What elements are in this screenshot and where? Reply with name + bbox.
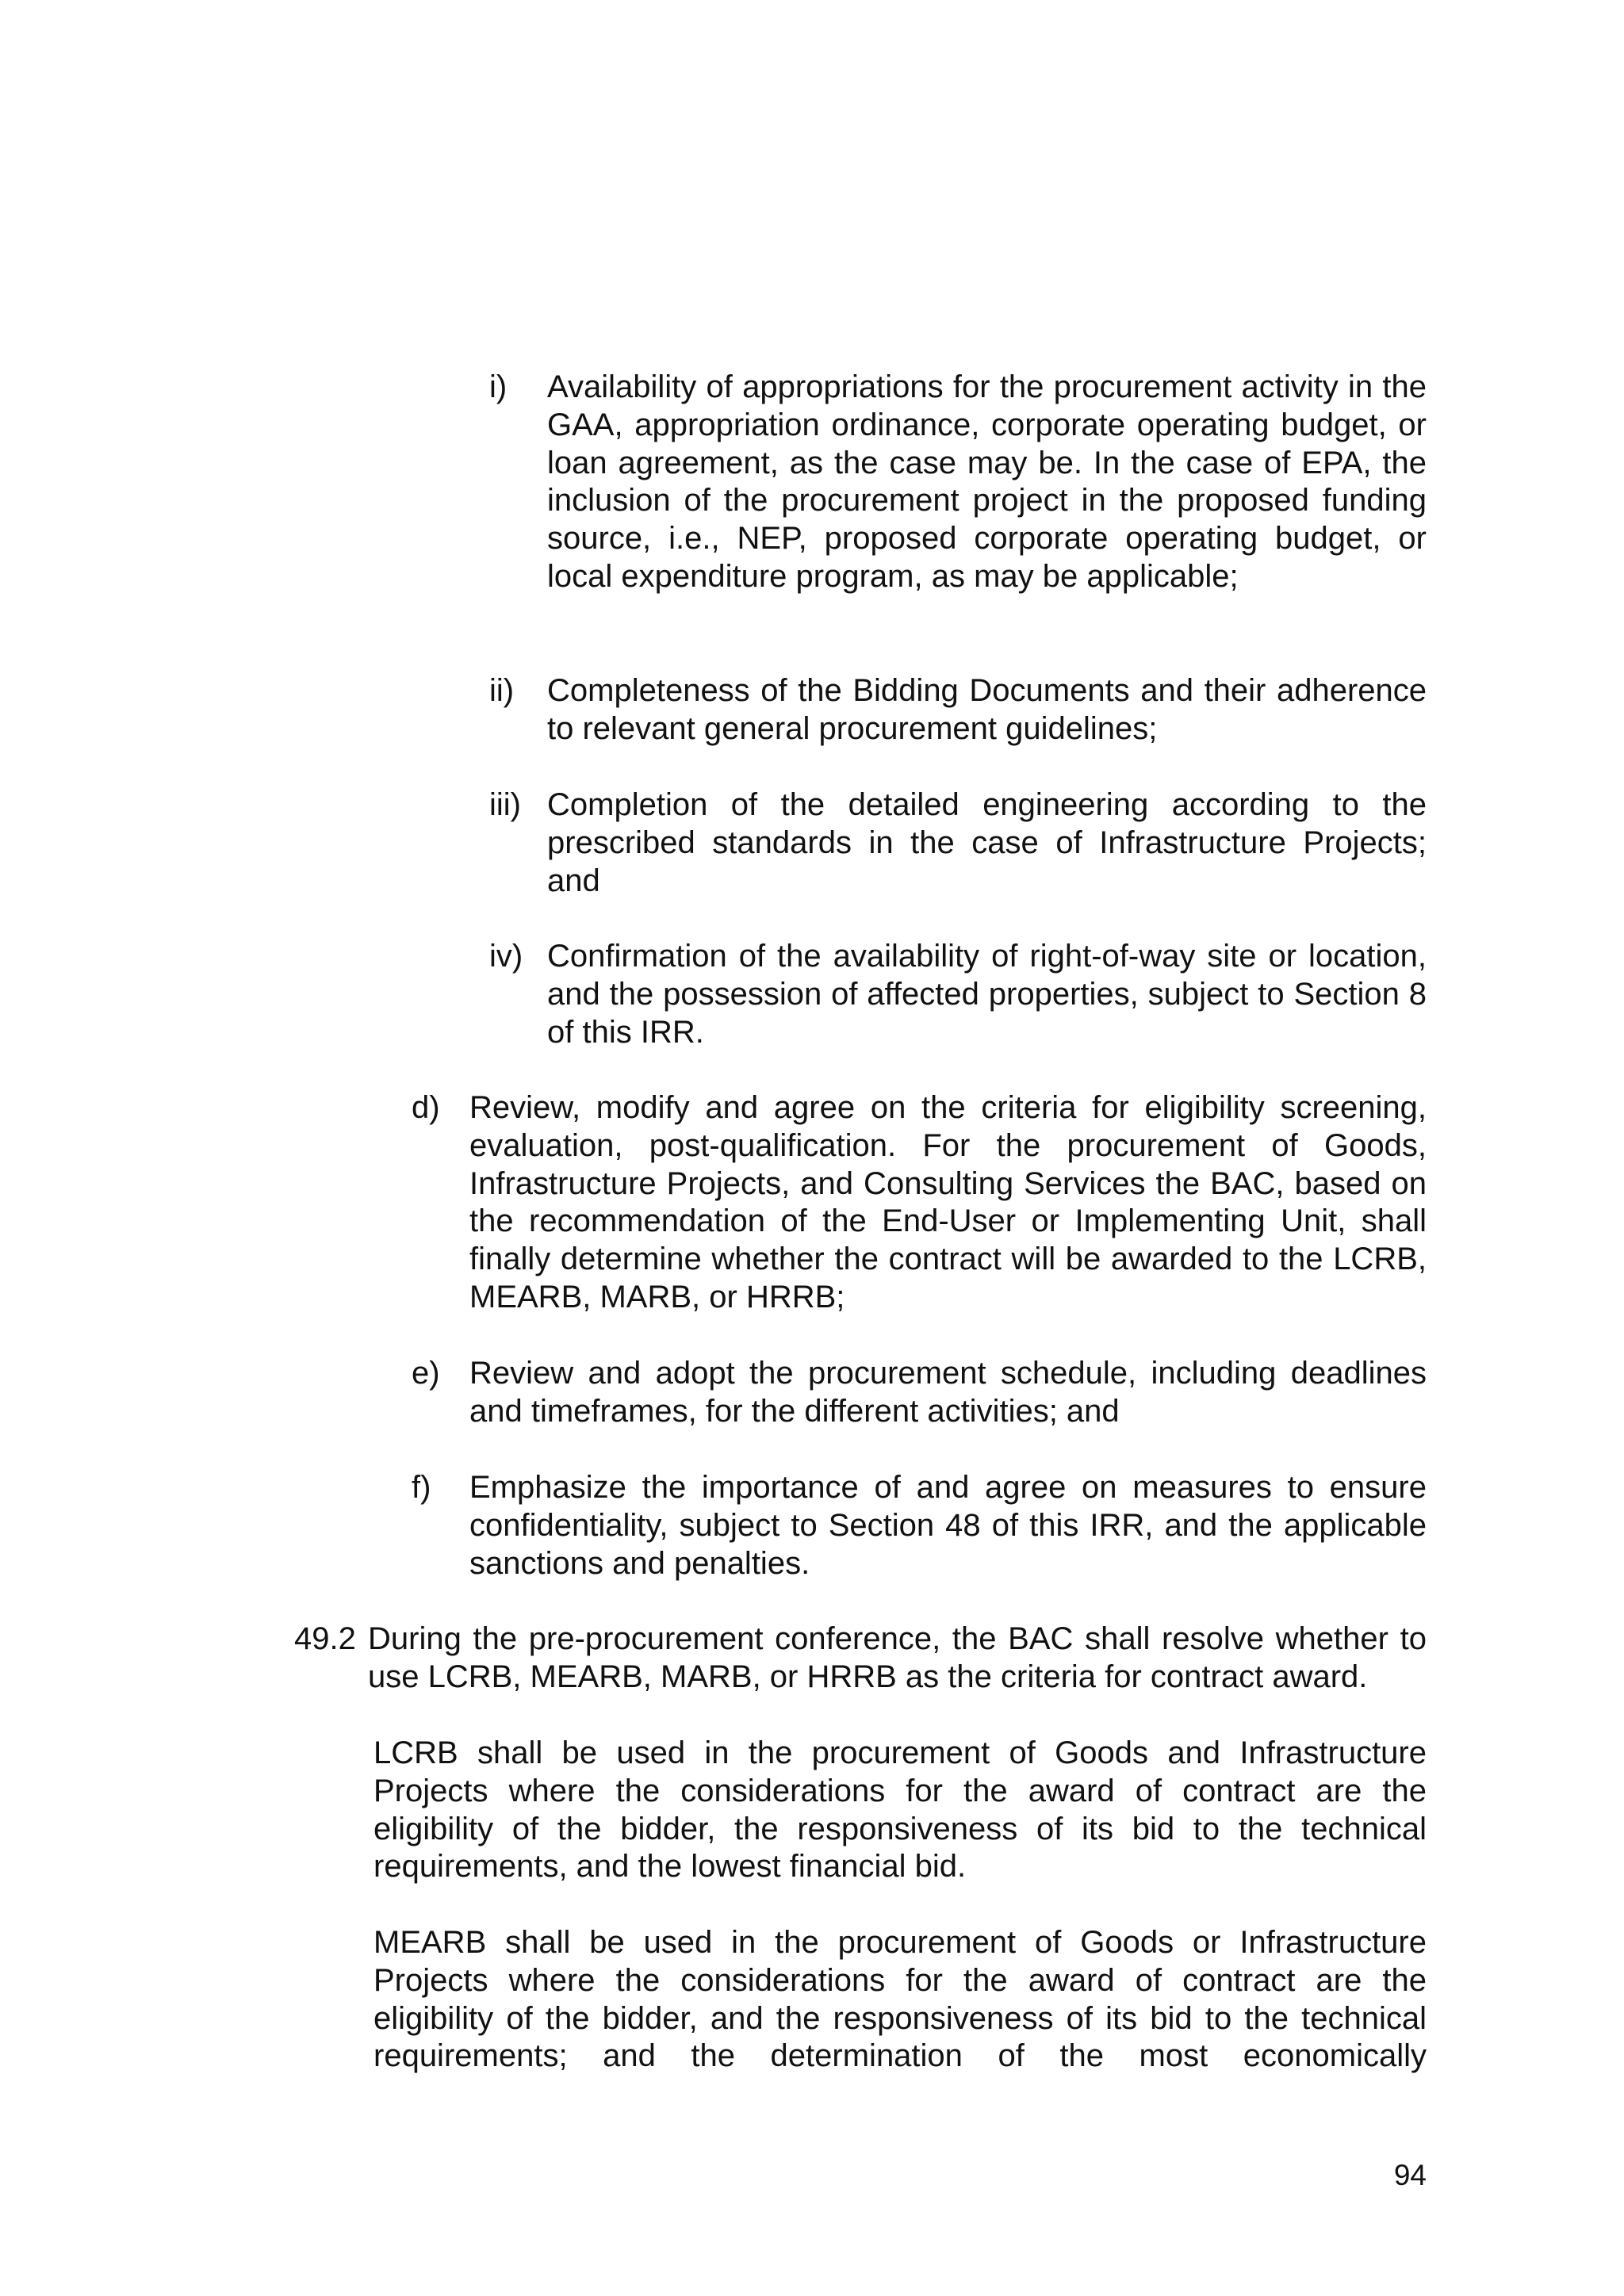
list-item-text: Confirmation of the availability of right-of-way site or location, and the possession of affected properties, subject to Section 8 of this IRR. bbox=[547, 939, 1427, 1050]
list-item-iii bbox=[489, 786, 1427, 900]
section-text: During the pre-procurement conference, the BAC shall resolve whether to use LCRB, MEARB, MARB, or HRRB as the criteria for contract award. bbox=[368, 1621, 1427, 1694]
list-marker: e) bbox=[412, 1356, 440, 1391]
list-item-e bbox=[412, 1355, 1427, 1431]
list-marker: iv) bbox=[489, 939, 523, 974]
paragraph-lcrb: LCRB shall be used in the procurement of Goods and Infrastructure Projects where the considerations for the award of contract are the eligibility of the bidder, the responsiveness of its bid to the technical requirements, and the lowest financial bid. bbox=[373, 1735, 1427, 1885]
section-number: 49.2 bbox=[294, 1621, 356, 1656]
list-item-ii bbox=[489, 672, 1427, 748]
section-49-2 bbox=[294, 1621, 1427, 1697]
list-marker: i) bbox=[489, 369, 508, 404]
list-item-text: Completeness of the Bidding Documents and their adherence to relevant general procurement guidelines; bbox=[547, 673, 1427, 746]
list-marker: iii) bbox=[489, 787, 521, 822]
list-item-iv bbox=[489, 938, 1427, 1051]
list-item-f bbox=[412, 1469, 1427, 1582]
paragraph-mearb: MEARB shall be used in the procurement of Goods or Infrastructure Projects where the considerations for the award of contract are the eligibility of the bidder, and the responsiveness of its bid to the technical requirements; and the determination of the most economically bbox=[373, 1925, 1427, 2074]
list-item-text: Availability of appropriations for the procurement activity in the GAA, appropriation ordinance, corporate operating budget, or loan agreement, as the case may be. In the case of EPA, the inclusion of the procurement project in the proposed funding source, i.e., NEP, proposed corporate operating budget, or local expenditure program, as may be applicable; bbox=[547, 369, 1427, 594]
list-item-d bbox=[412, 1089, 1427, 1317]
list-item-text: Emphasize the importance of and agree on measures to ensure confidentiality, subject to Section 48 of this IRR, and the applicable sanctions and penalties. bbox=[469, 1470, 1427, 1581]
list-item-i bbox=[489, 369, 1427, 596]
page-number: 94 bbox=[1393, 2159, 1427, 2191]
list-item-text: Review, modify and agree on the criteria for eligibility screening, evaluation, post-qualification. For the procurement of Goods, Infrastructure Projects, and Consulting Services the BAC, based on the recommendation of the End-User or Implementing Unit, shall finally determine whether the contract will be awarded to the LCRB, MEARB, MARB, or HRRB; bbox=[469, 1090, 1427, 1314]
list-item-text: Completion of the detailed engineering according to the prescribed standards in the case of Infrastructure Projects; and bbox=[547, 787, 1427, 898]
list-marker: f) bbox=[412, 1470, 431, 1505]
list-marker: ii) bbox=[489, 673, 515, 708]
list-item-text: Review and adopt the procurement schedule, including deadlines and timeframes, for the different activities; and bbox=[469, 1356, 1427, 1429]
list-marker: d) bbox=[412, 1090, 440, 1125]
